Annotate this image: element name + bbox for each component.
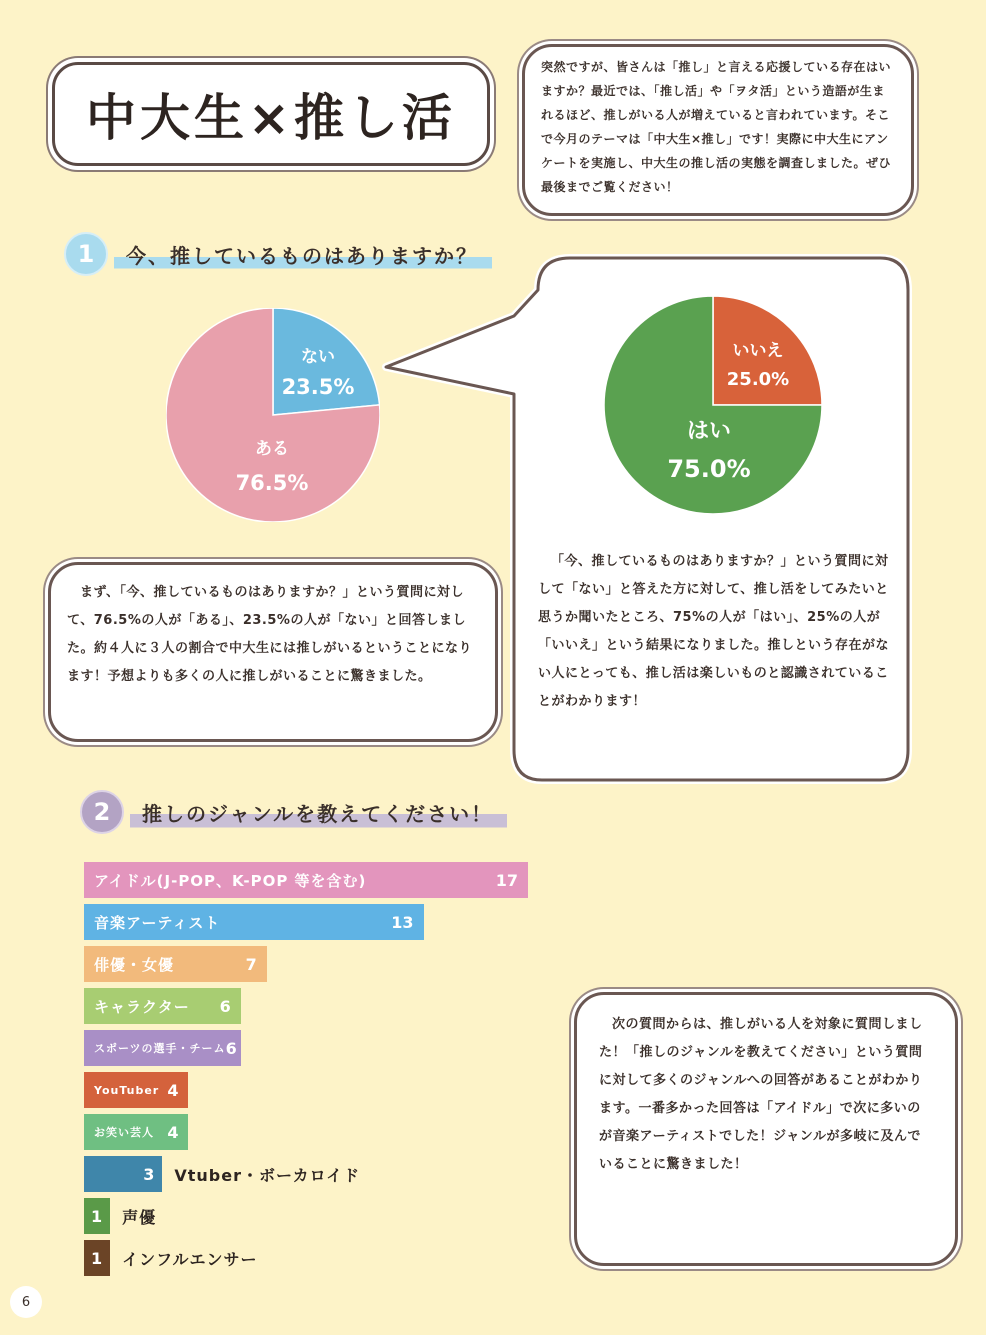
- page-title-box: [52, 62, 490, 166]
- bar-value-5: 4: [167, 1080, 179, 1100]
- bar-8: [84, 1198, 110, 1234]
- q1-followup-text: 「今、推しているものはありますか？」という質問に対して「ない」と答えた方に対して、推し活をしてみたいと思うか聞いたところ、75%の人が「はい」、25%の人が「いいえ」という結果になりました。推しという存在がない人にとっても、推し活は楽しいものと認識されていることがわかります！: [538, 554, 890, 709]
- pie1-value-aru: 76.5%: [235, 471, 309, 495]
- bar-label-6: お笑い芸人: [94, 1126, 154, 1139]
- bar-value-3: 6: [219, 996, 231, 1016]
- q2-result-box: [574, 992, 958, 1266]
- pie2-value-iie: 25.0%: [726, 369, 790, 390]
- bar-0: [84, 862, 528, 898]
- page-number: 6: [10, 1286, 42, 1318]
- bar-value-1: 13: [391, 912, 414, 932]
- bar-2: [84, 946, 267, 982]
- q1-result-box: [48, 562, 498, 742]
- pie1-value-nai: 23.5%: [281, 375, 355, 399]
- bar-value-7: 3: [143, 1164, 155, 1184]
- bar-value-8: 1: [90, 1206, 103, 1226]
- bar-1: [84, 904, 424, 940]
- pie1-label-nai: ない: [301, 347, 335, 367]
- pie2-label-hai: はい: [686, 419, 731, 444]
- bar-9: [84, 1240, 110, 1276]
- bar-3: [84, 988, 241, 1024]
- bar-label-2: 俳優・女優: [94, 955, 175, 974]
- question-1-text: 今、推しているものはありますか？: [114, 238, 492, 271]
- pie-chart-want-oshi: [604, 296, 822, 514]
- question-2-heading: [80, 790, 507, 834]
- bar-4: [84, 1030, 241, 1066]
- question-2-number: 2: [80, 790, 124, 834]
- bar-label-9: インフルエンサー: [122, 1249, 258, 1269]
- intro-box: [522, 44, 914, 216]
- bar-value-0: 17: [495, 870, 518, 890]
- page-title: 中大生×推し活: [86, 89, 456, 147]
- bar-label-1: 音楽アーティスト: [94, 913, 221, 932]
- pie-chart-has-oshi: [166, 308, 380, 522]
- q2-result-text: 次の質問からは、推しがいる人を対象に質問しました！「推しのジャンルを教えてください」という質問に対して多くのジャンルへの回答があることがわかります。一番多かった回答は「アイドル」で次に多いのが音楽アーティストでした！ジャンルが多岐に及んでいることに驚きました！: [599, 1017, 923, 1172]
- bar-6: [84, 1114, 188, 1150]
- bar-value-2: 7: [245, 954, 257, 974]
- intro-text: 突然ですが、皆さんは「推し」と言える応援している存在はいますか？最近では、「推し活」や「ヲタ活」という造語が生まれるほど、推しがいる人が増えていると言われています。そこで今月のテーマは「中大生×推し」です！実際に中大生にアンケートを実施し、中大生の推し活の実態を調査しました。ぜひ最後までご覧ください！: [541, 60, 892, 194]
- pie1-label-aru: ある: [255, 439, 289, 459]
- pie2-label-iie: いいえ: [732, 341, 784, 361]
- question-1-number: 1: [64, 232, 108, 276]
- q1-followup-text-box: [538, 548, 894, 716]
- bar-5: [84, 1072, 188, 1108]
- bar-value-9: 1: [90, 1248, 103, 1268]
- bar-label-5: YouTuber: [94, 1083, 160, 1097]
- bar-value-4: 6: [225, 1038, 237, 1058]
- bar-label-8: 声優: [122, 1207, 157, 1227]
- question-2-text: 推しのジャンルを教えてください！: [130, 796, 507, 829]
- bar-value-6: 4: [167, 1122, 179, 1142]
- pie2-value-hai: 75.0%: [667, 455, 751, 483]
- bar-7: [84, 1156, 162, 1192]
- bar-label-7: Vtuber・ボーカロイド: [174, 1165, 361, 1185]
- bar-label-3: キャラクター: [94, 997, 190, 1016]
- bar-label-4: スポーツの選手・チーム: [94, 1042, 226, 1055]
- q1-result-text: まず、「今、推しているものはありますか？」という質問に対して、76.5%の人が「ある」、23.5%の人が「ない」と回答しました。約４人に３人の割合で中大生には推しがいるということになります！予想よりも多くの人に推しがいることに驚きました。: [67, 585, 473, 684]
- bar-label-0: アイドル(J-POP、K-POP 等を含む): [94, 871, 367, 890]
